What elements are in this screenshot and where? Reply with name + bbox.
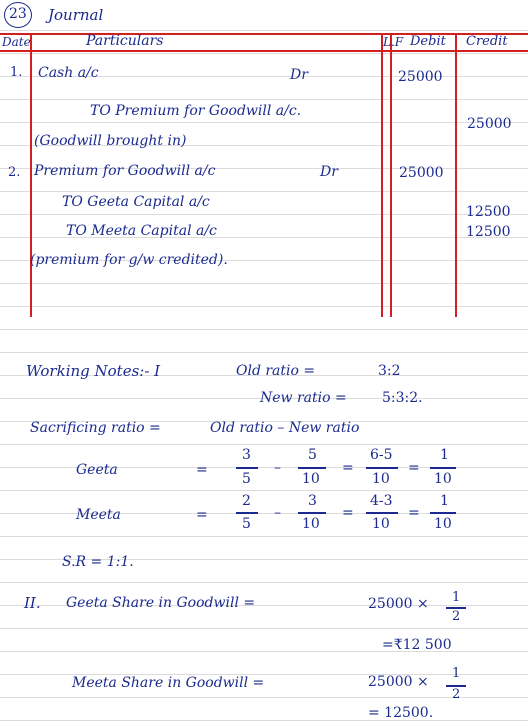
lf-column-rule [390, 33, 392, 317]
meeta-fraction-4-denominator: 10 [434, 516, 452, 532]
meeta-fraction-1-numerator: 2 [242, 493, 251, 509]
entry-2-credit-account-1: TO Geeta Capital a/c [62, 194, 210, 210]
geeta-equals: = [196, 462, 208, 478]
header-rule [0, 50, 528, 52]
meeta-equals: = [196, 507, 208, 523]
meeta-fraction-3-numerator: 4-3 [370, 493, 393, 509]
new-ratio-label: New ratio = [260, 390, 347, 406]
entry-2-credit-amount-1: 12500 [466, 204, 511, 220]
meeta-fraction-3-bar [366, 512, 398, 514]
new-ratio-value: 5:3:2. [382, 390, 423, 406]
date-column-rule [30, 33, 32, 317]
meeta-fraction-1-bar [236, 512, 258, 514]
meeta-fraction-2-denominator: 10 [302, 516, 320, 532]
geeta-fraction-4-bar [430, 467, 456, 469]
meeta-fraction-3-denominator: 10 [372, 516, 390, 532]
entry-2-debit-account: Premium for Goodwill a/c [34, 163, 216, 179]
table-top-rule [0, 33, 528, 35]
geeta-fraction-4-numerator: 1 [440, 447, 449, 463]
entry-2-number: 2. [8, 165, 21, 180]
geeta-equals-2: = [342, 460, 354, 476]
geeta-minus: – [274, 460, 281, 476]
entry-1-number: 1. [10, 65, 23, 80]
geeta-fraction-1-bar [236, 467, 258, 469]
entry-1-debit-amount: 25000 [398, 69, 443, 85]
meeta-fraction-2-bar [298, 512, 326, 514]
entry-1-credit-account: TO Premium for Goodwill a/c. [90, 103, 302, 119]
geeta-fraction-1-numerator: 3 [242, 447, 251, 463]
debit-column-rule [455, 33, 457, 317]
geeta-fraction-2-denominator: 10 [302, 471, 320, 487]
geeta-label: Geeta [76, 462, 118, 478]
working-notes-heading: Working Notes:- I [26, 362, 161, 380]
meeta-minus: – [274, 505, 281, 521]
header-lf: L.F [383, 35, 404, 49]
meeta-equals-2: = [342, 505, 354, 521]
geeta-share-denominator: 2 [452, 609, 461, 624]
meeta-share-result: = 12500. [368, 705, 434, 721]
meeta-fraction-4-bar [430, 512, 456, 514]
geeta-fraction-2-bar [298, 467, 326, 469]
entry-1-dr-mark: Dr [290, 67, 308, 83]
meeta-fraction-4-numerator: 1 [440, 493, 449, 509]
meeta-equals-3: = [408, 505, 420, 521]
entry-2-debit-amount: 25000 [399, 165, 444, 181]
meeta-share-label: Meeta Share in Goodwill = [72, 675, 265, 691]
geeta-share-label: Geeta Share in Goodwill = [66, 595, 256, 611]
old-ratio-value: 3:2 [378, 363, 401, 379]
header-date: Date [2, 35, 31, 49]
header-debit: Debit [410, 34, 446, 49]
geeta-fraction-4-denominator: 10 [434, 471, 452, 487]
meeta-share-calc: 25000 × [368, 674, 429, 690]
header-credit: Credit [466, 34, 508, 49]
geeta-share-calc: 25000 × [368, 596, 429, 612]
part-two-marker: II. [24, 594, 41, 612]
geeta-fraction-1-denominator: 5 [242, 471, 251, 487]
meeta-label: Meeta [76, 507, 121, 523]
entry-2-credit-account-2: TO Meeta Capital a/c [66, 223, 217, 239]
question-number: 23 [9, 6, 27, 22]
geeta-share-result: =₹12 500 [382, 637, 452, 653]
entry-2-credit-amount-2: 12500 [466, 224, 511, 240]
meeta-share-numerator: 1 [452, 666, 461, 681]
geeta-fraction-3-numerator: 6-5 [370, 447, 393, 463]
entry-1-debit-account: Cash a/c [38, 65, 99, 81]
entry-1-credit-amount: 25000 [467, 116, 512, 132]
page-title: Journal [48, 6, 104, 24]
meeta-share-denominator: 2 [452, 687, 461, 702]
geeta-fraction-3-denominator: 10 [372, 471, 390, 487]
entry-1-narration: (Goodwill brought in) [34, 133, 187, 149]
geeta-equals-3: = [408, 460, 420, 476]
header-particulars: Particulars [86, 33, 164, 49]
sacrificing-ratio-formula: Old ratio – New ratio [210, 420, 360, 436]
entry-2-dr-mark: Dr [320, 164, 338, 180]
sacrificing-ratio-label: Sacrificing ratio = [30, 420, 161, 436]
particulars-column-rule [381, 33, 383, 317]
geeta-fraction-2-numerator: 5 [308, 447, 317, 463]
geeta-share-numerator: 1 [452, 590, 461, 605]
entry-2-narration: (premium for g/w credited). [30, 252, 228, 268]
geeta-fraction-3-bar [366, 467, 398, 469]
meeta-fraction-1-denominator: 5 [242, 516, 251, 532]
meeta-fraction-2-numerator: 3 [308, 493, 317, 509]
old-ratio-label: Old ratio = [236, 363, 316, 379]
sacrificing-ratio-result: S.R = 1:1. [62, 554, 134, 570]
